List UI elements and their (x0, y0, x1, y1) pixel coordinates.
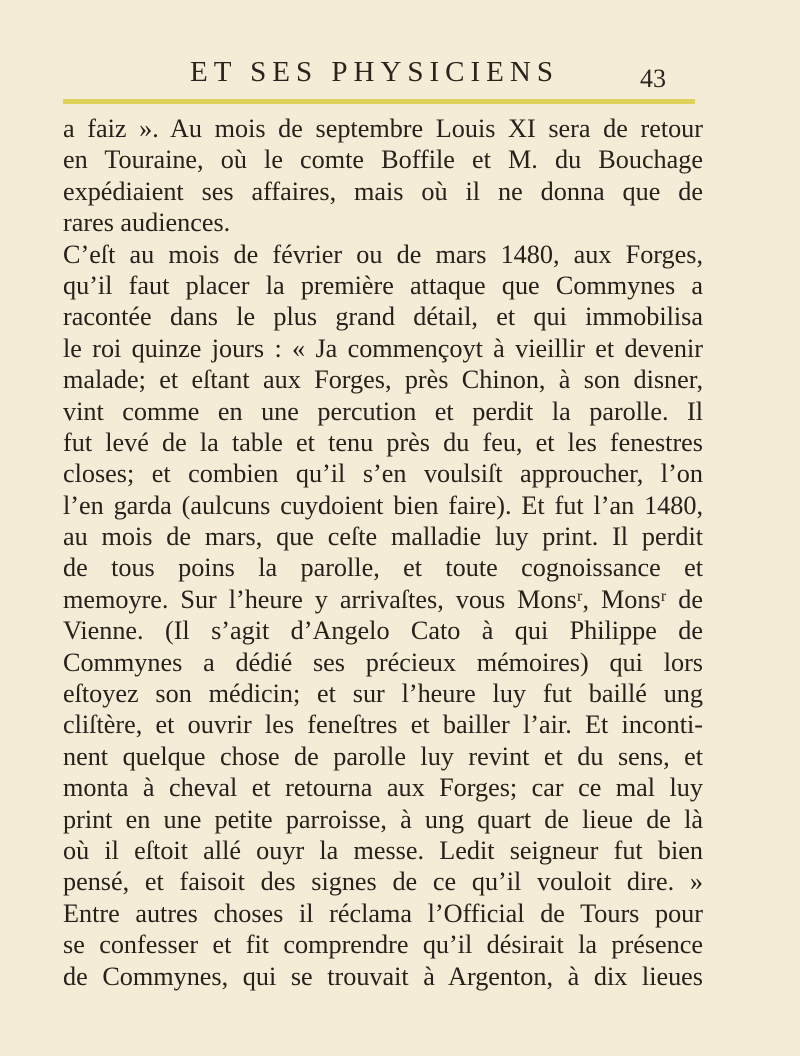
text-line: de tous poins la parolle, et toute cognoissance et (63, 553, 703, 583)
text-line: monta à cheval et retourna aux Forges; car ce mal luy (63, 773, 703, 803)
text-line: où il eſtoit allé ouyr la messe. Ledit seigneur fut bien (63, 835, 703, 865)
text-line: C’eſt au mois de février ou de mars 1480, aux Forges, (63, 239, 703, 269)
text-line: au mois de mars, que ceſte malladie luy print. Il perdit (63, 522, 703, 552)
page-number: 43 (640, 64, 666, 93)
text-line: memoyre. Sur l’heure y arrivaſtes, vous Monsʳ, Monsʳ de (63, 584, 703, 614)
text-line: Vienne. (Il s’agit d’Angelo Cato à qui Philippe de (63, 616, 703, 646)
text-line: racontée dans le plus grand détail, et qui immobilisa (63, 302, 703, 332)
text-line: cliſtère, et ouvrir les feneſtres et bailler l’air. Et inconti- (63, 710, 703, 740)
text-line: expédiaient ses affaires, mais où il ne donna que de (63, 176, 703, 206)
page-header (0, 46, 800, 96)
text-line: se confesser et fit comprendre qu’il désirait la présence (63, 930, 703, 960)
text-line: le roi quinze jours : « Ja commençoyt à vieillir et devenir (63, 333, 703, 363)
text-line: fut levé de la table et tenu près du feu, et les fenestres (63, 427, 703, 457)
text-line: de Commynes, qui se trouvait à Argenton, à dix lieues (63, 961, 703, 991)
text-line: a faiz ». Au mois de septembre Louis XI sera de retour (63, 114, 703, 143)
body-text (63, 113, 703, 992)
text-line: print en une petite parroisse, à ung quart de lieue de là (63, 804, 703, 834)
running-title: ET SES PHYSICIENS (190, 56, 559, 88)
text-line: eſtoyez son médicin; et sur l’heure luy fut baillé ung (63, 679, 703, 709)
text-line: nent quelque chose de parolle luy revint et du sens, et (63, 741, 703, 771)
text-line: Commynes a dédié ses précieux mémoires) qui lors (63, 647, 703, 677)
header-rule (63, 99, 695, 104)
text-line: en Touraine, où le comte Boffile et M. du Bouchage (63, 145, 703, 175)
text-line: Entre autres choses il réclama l’Official de Tours pour (63, 898, 703, 928)
text-line: l’en garda (aulcuns cuydoient bien faire). Et fut l’an 1480, (63, 490, 703, 520)
text-line: qu’il faut placer la première attaque que Commynes a (63, 270, 703, 300)
text-line: malade; et eſtant aux Forges, près Chinon, à son disner, (63, 365, 703, 395)
text-line: pensé, et faisoit des signes de ce qu’il vouloit dire. » (63, 867, 703, 897)
text-line: closes; et combien qu’il s’en voulsiſt approucher, l’on (63, 459, 703, 489)
text-line: vint comme en une percution et perdit la parolle. Il (63, 396, 703, 426)
text-line: rares audiences. (63, 208, 231, 238)
